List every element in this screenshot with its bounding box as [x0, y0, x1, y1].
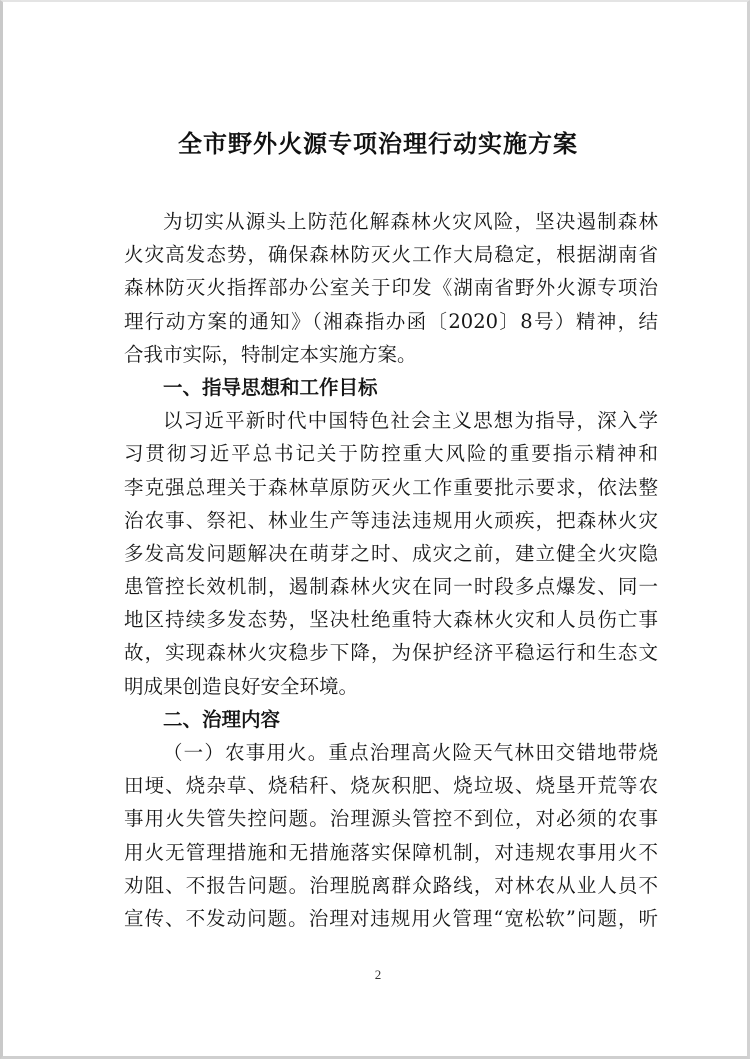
paragraph-line: 患管控长效机制，遏制森林火灾在同一时段多点爆发、同一 [124, 575, 658, 599]
paragraph-line: 多发高发问题解决在萌芽之时、成灾之前，建立健全火灾隐 [124, 541, 658, 565]
paragraph-line: 劝阻、不报告问题。治理脱离群众路线，对林农从业人员不 [124, 873, 658, 897]
document-body [124, 205, 658, 935]
paragraph-line: 田埂、烧杂草、烧秸秆、烧灰积肥、烧垃圾、烧垦开荒等农 [124, 774, 658, 798]
paragraph-line: 治农事、祭祀、林业生产等违法违规用火顽疾，把森林火灾 [124, 508, 658, 532]
paragraph-line: 习贯彻习近平总书记关于防控重大风险的重要指示精神和 [124, 442, 658, 466]
paragraph-line: 故，实现森林火灾稳步下降，为保护经济平稳运行和生态文 [124, 641, 658, 665]
paragraph-line: 合我市实际，特制定本实施方案。 [124, 342, 417, 366]
paragraph-line: （一）农事用火。重点治理高火险天气林田交错地带烧 [163, 741, 658, 764]
paragraph-line: 地区持续多发态势，坚决杜绝重特大森林火灾和人员伤亡事 [124, 608, 658, 632]
paragraph-line: 明成果创造良好安全环境。 [124, 674, 359, 698]
paragraph-line: 宣传、不发动问题。治理对违规用火管理“宽松软”问题，听 [124, 906, 658, 930]
section-heading: 一、指导思想和工作目标 [163, 375, 378, 399]
paragraph-line: 事用火失管失控问题。治理源头管控不到位，对必须的农事 [124, 807, 658, 831]
page-number: 2 [374, 967, 382, 982]
section-heading: 二、治理内容 [163, 707, 281, 731]
paragraph-line: 用火无管理措施和无措施落实保障机制，对违规农事用火不 [124, 840, 658, 864]
paragraph-line: 森林防灭火指挥部办公室关于印发《湖南省野外火源专项治 [124, 276, 658, 300]
paragraph-line: 以习近平新时代中国特色社会主义思想为指导，深入学 [163, 409, 658, 433]
paragraph-line: 李克强总理关于森林草原防灭火工作重要批示要求，依法整 [124, 475, 658, 499]
document-title: 全市野外火源专项治理行动实施方案 [178, 130, 578, 158]
paragraph-line: 理行动方案的通知》（湘森指办函〔2020〕8号）精神，结 [124, 309, 658, 333]
paragraph-line: 为切实从源头上防范化解森林火灾风险，坚决遏制森林 [163, 210, 658, 233]
paragraph-line: 火灾高发态势，确保森林防灭火工作大局稳定，根据湖南省 [124, 243, 658, 267]
